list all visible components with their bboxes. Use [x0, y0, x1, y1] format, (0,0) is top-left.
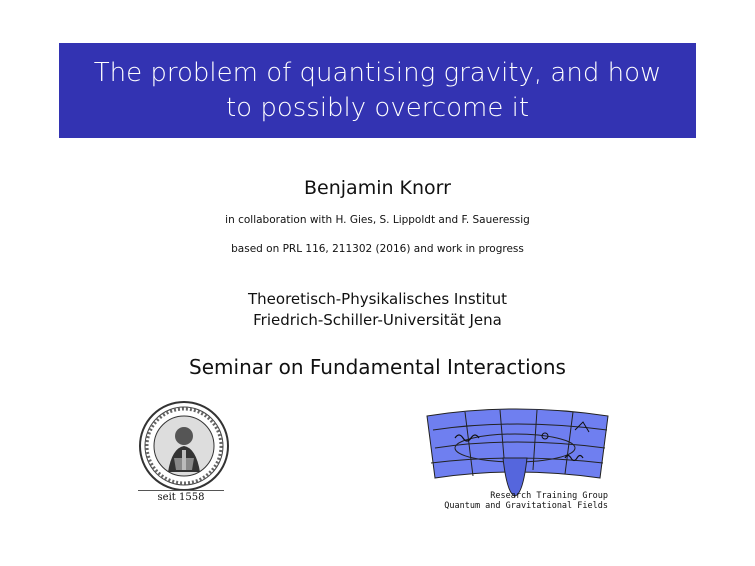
collaboration-note: in collaboration with H. Gies, S. Lippoldt and F. Saueressig [225, 214, 530, 226]
institute-line-2: Friedrich-Schiller-Universität Jena [253, 311, 502, 329]
research-group-logo [425, 408, 610, 498]
research-group-line-2: Quantum and Gravitational Fields [444, 501, 608, 511]
seal-caption: seit 1558 [157, 492, 205, 503]
event-name: Seminar on Fundamental Interactions [189, 355, 566, 379]
reference-note: based on PRL 116, 211302 (2016) and work in progress [231, 243, 524, 255]
slide-title-bar [59, 43, 696, 138]
university-seal-logo [138, 400, 230, 492]
seal-divider [138, 490, 224, 491]
author-name: Benjamin Knorr [304, 177, 451, 199]
slide-title: The problem of quantising gravity, and how to possibly overcome it [93, 57, 662, 123]
research-group-line-1: Research Training Group [490, 491, 608, 501]
institute-line-1: Theoretisch-Physikalisches Institut [248, 290, 507, 308]
